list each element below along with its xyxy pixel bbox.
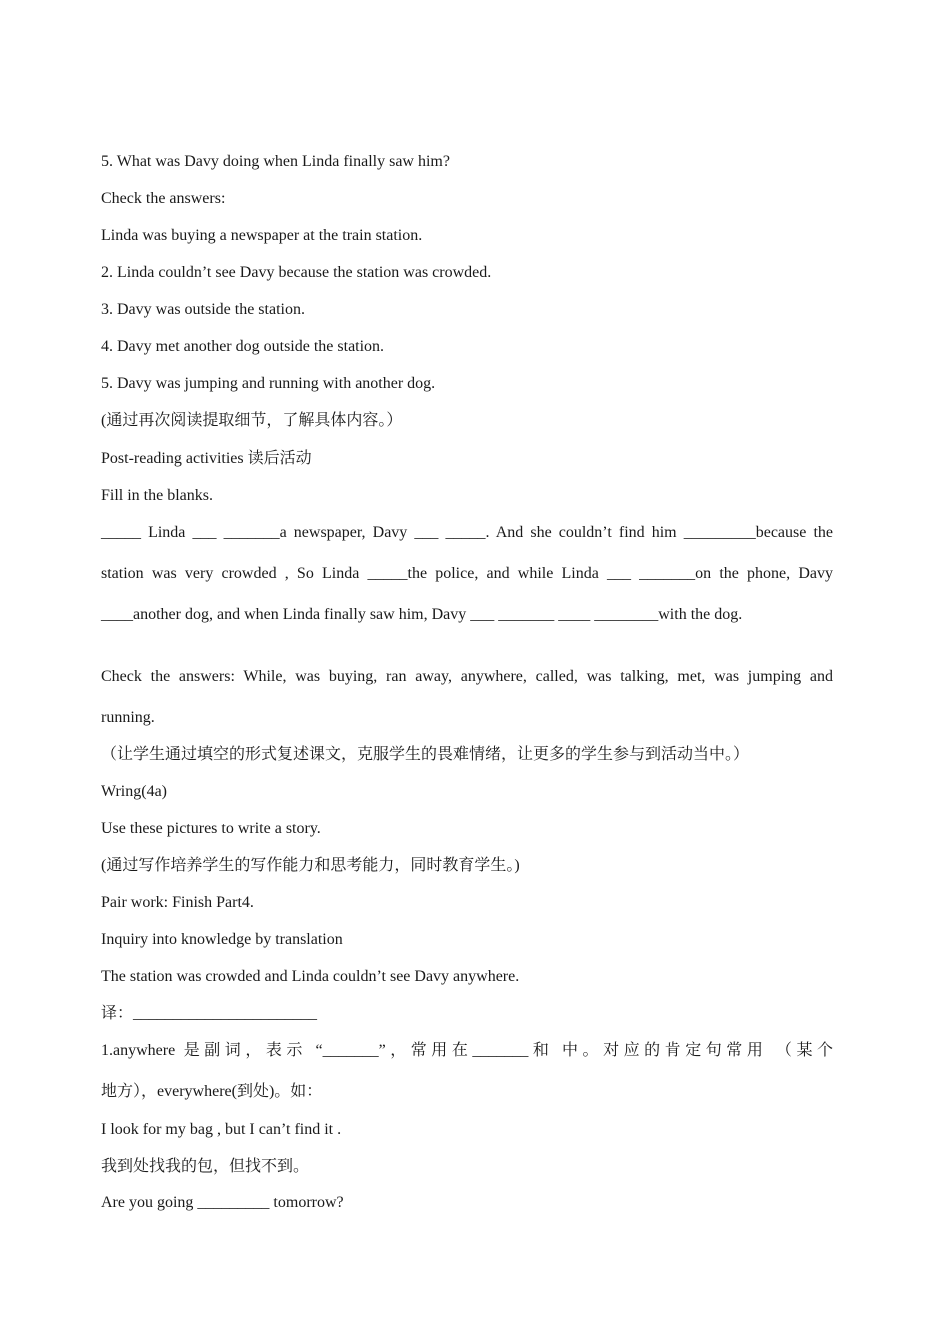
note-writing: (通过写作培养学生的写作能力和思考能力，同时教育学生。) bbox=[101, 857, 520, 874]
check-answers-line-2: running. bbox=[101, 709, 155, 726]
fill-blank-line-3: ____another dog, and when Linda finally saw him, Davy ___ _______ ____ ________with the dog. bbox=[101, 606, 743, 623]
fill-blank-line-1: _____ Linda ___ _______a newspaper, Davy ___ _____. And she couldn’t find him _________because the bbox=[101, 524, 833, 541]
inquiry-heading: Inquiry into knowledge by translation bbox=[101, 931, 343, 948]
note-retelling: （让学生通过填空的形式复述课文，克服学生的畏难情绪，让更多的学生参与到活动当中。） bbox=[101, 746, 750, 763]
answer-5: 5. Davy was jumping and running with another dog. bbox=[101, 375, 436, 392]
answer-4: 4. Davy met another dog outside the station. bbox=[101, 338, 385, 355]
fill-blanks-heading: Fill in the blanks. bbox=[101, 487, 213, 504]
answer-2: 2. Linda couldn’t see Davy because the station was crowded. bbox=[101, 264, 492, 281]
anywhere-explanation-1: 1.anywhere 是副词，表示 “_______”，常用在_______和 中。对应的肯定句常用 （某个 bbox=[101, 1042, 833, 1059]
example-english: I look for my bag , but I can’t find it . bbox=[101, 1121, 342, 1138]
check-answers-heading: Check the answers: bbox=[101, 190, 226, 207]
fill-blank-line-2: station was very crowded , So Linda _____the police, and while Linda ___ _______on the phone, Davy bbox=[101, 565, 833, 582]
answer-3: 3. Davy was outside the station. bbox=[101, 301, 305, 318]
example-chinese: 我到处找我的包，但找不到。 bbox=[101, 1158, 310, 1175]
note-reading-detail: (通过再次阅读提取细节，了解具体内容。） bbox=[101, 412, 403, 429]
anywhere-explanation-2: 地方），everywhere(到处)。如： bbox=[101, 1083, 323, 1100]
post-reading-heading: Post-reading activities 读后活动 bbox=[101, 450, 312, 467]
answer-1: Linda was buying a newspaper at the train station. bbox=[101, 227, 423, 244]
writing-heading: Wring(4a) bbox=[101, 783, 167, 800]
translation-line: 译：_______________________ bbox=[101, 1005, 318, 1022]
pair-work: Pair work: Finish Part4. bbox=[101, 894, 254, 911]
check-answers-line-1: Check the answers: While, was buying, ran away, anywhere, called, was talking, met, was jumping and bbox=[101, 668, 833, 685]
example-question: Are you going _________ tomorrow? bbox=[101, 1194, 344, 1211]
example-sentence: The station was crowded and Linda couldn’t see Davy anywhere. bbox=[101, 968, 520, 985]
writing-instruction: Use these pictures to write a story. bbox=[101, 820, 321, 837]
question-5: 5. What was Davy doing when Linda finally saw him? bbox=[101, 153, 450, 170]
